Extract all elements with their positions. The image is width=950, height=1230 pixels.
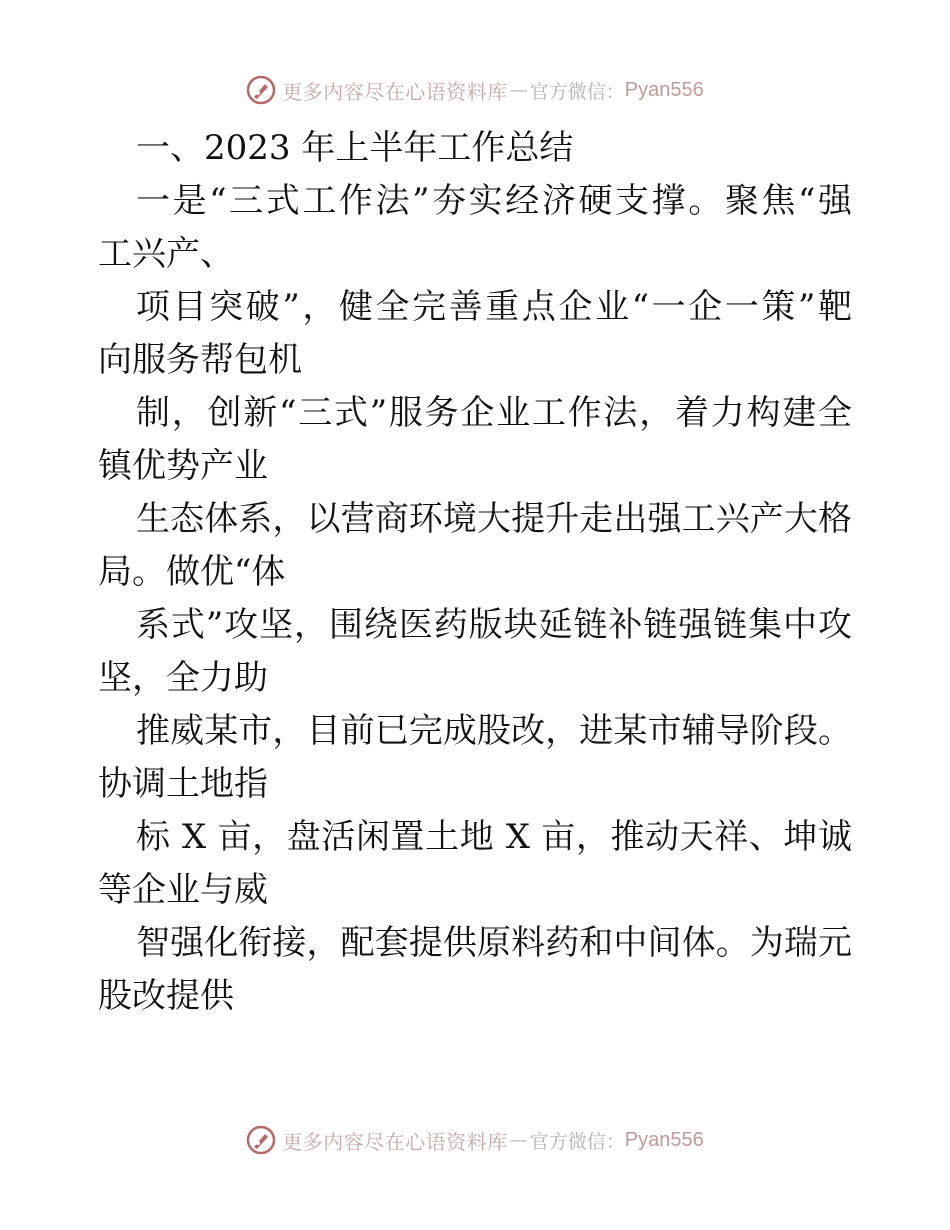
paragraph-line: 一是“三式工作法”夯实经济硬支撑。聚焦“强 <box>136 181 852 221</box>
header-watermark <box>0 72 950 108</box>
paragraph-line: 等企业与威 <box>98 870 268 910</box>
paragraph-line: 股改提供 <box>98 976 234 1016</box>
watermark-official-label: 官方微信： <box>529 1130 625 1153</box>
paragraph-line: 局。做优“体 <box>98 552 286 592</box>
paragraph-line: 智强化衔接，配套提供原料药和中间体。为瑞元 <box>136 923 852 963</box>
watermark-dash: — <box>509 79 528 101</box>
paragraph-line: 工兴产、 <box>98 234 234 274</box>
watermark-wechat-id: Pyan556 <box>624 1128 704 1151</box>
paragraph-line: 系式”攻坚，围绕医药版块延链补链强链集中攻 <box>136 605 852 645</box>
paragraph-line: 协调土地指 <box>98 764 268 804</box>
paragraph-line: 镇优势产业 <box>98 446 268 486</box>
section-heading: 一、2023 年上半年工作总结 <box>136 128 574 168</box>
paragraph-line: 标 X 亩，盘活闲置土地 X 亩，推动天祥、坤诚 <box>136 817 852 857</box>
paragraph-line: 生态体系，以营商环境大提升走出强工兴产大格 <box>136 499 852 539</box>
document-body <box>98 122 852 1023</box>
pen-nib-icon <box>246 1125 276 1155</box>
paragraph-line: 项目突破”，健全完善重点企业“一企一策”靶 <box>136 287 852 327</box>
footer-watermark <box>0 1122 950 1158</box>
watermark-text: 更多内容尽在心语资料库 <box>282 1129 508 1154</box>
watermark-dash: — <box>509 1129 528 1151</box>
paragraph-line: 向服务帮包机 <box>98 340 302 380</box>
pen-nib-icon <box>246 75 276 105</box>
watermark-text: 更多内容尽在心语资料库 <box>282 79 508 104</box>
watermark-wechat-id: Pyan556 <box>624 78 704 101</box>
paragraph-line: 坚，全力助 <box>98 658 268 698</box>
paragraph-line: 制，创新“三式”服务企业工作法，着力构建全 <box>136 393 852 433</box>
watermark-official-label: 官方微信： <box>529 80 625 103</box>
paragraph-line: 推威某市，目前已完成股改，进某市辅导阶段。 <box>136 711 852 751</box>
